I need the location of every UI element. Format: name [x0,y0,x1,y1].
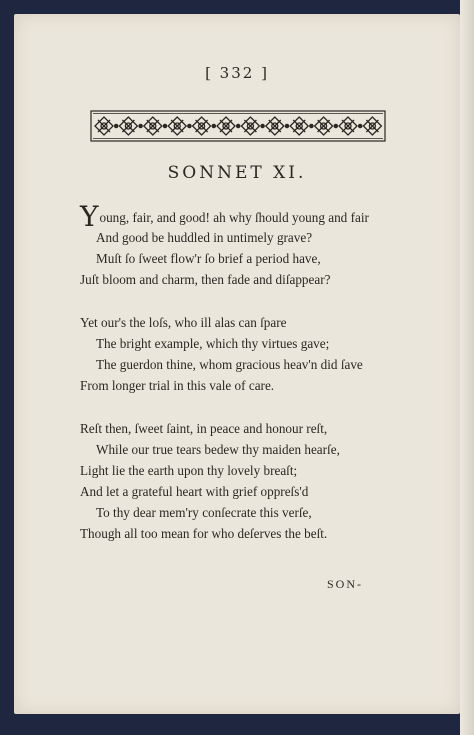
poem-line: And let a grateful heart with grief oppreſs'd [80,484,309,499]
poem-line: Juſt bloom and charm, then fade and diſappear? [80,272,331,287]
poem-line-text: oung, fair, and good! ah why ſhould young and fair [99,210,369,225]
stanza-2 [80,312,420,396]
page-number: [ 332 ] [205,64,269,82]
poem-body [80,200,420,566]
poem-line: Yet our's the loſs, who ill alas can ſpare [80,315,287,330]
stanza-1 [80,200,420,290]
poem-line: While our true tears bedew thy maiden hearſe, [96,442,340,457]
page-edge [460,0,474,735]
sonnet-title: SONNET XI. [167,163,307,183]
poem-line: To thy dear mem'ry conſecrate this verſe, [96,505,312,520]
ornament-band-icon [90,110,386,142]
poem-line: Reſt then, ſweet ſaint, in peace and honour reſt, [80,421,328,436]
poem-line: Light lie the earth upon thy lovely breaſt; [80,463,298,478]
poem-line: And good be huddled in untimely grave? [96,230,313,245]
poem-line [80,200,420,233]
poem-line: From longer trial in this vale of care. [80,378,275,393]
drop-cap: Y [80,200,99,233]
poem-line: The guerdon thine, whom gracious heav'n did ſave [96,357,363,372]
poem-line: Muſt ſo ſweet flow'r ſo brief a period have, [96,251,321,266]
poem-line: Though all too mean for who deſerves the beſt. [80,526,328,541]
poem-line: The bright example, which thy virtues gave; [96,336,330,351]
stanza-3 [80,418,420,544]
catchword: SON- [327,577,364,591]
